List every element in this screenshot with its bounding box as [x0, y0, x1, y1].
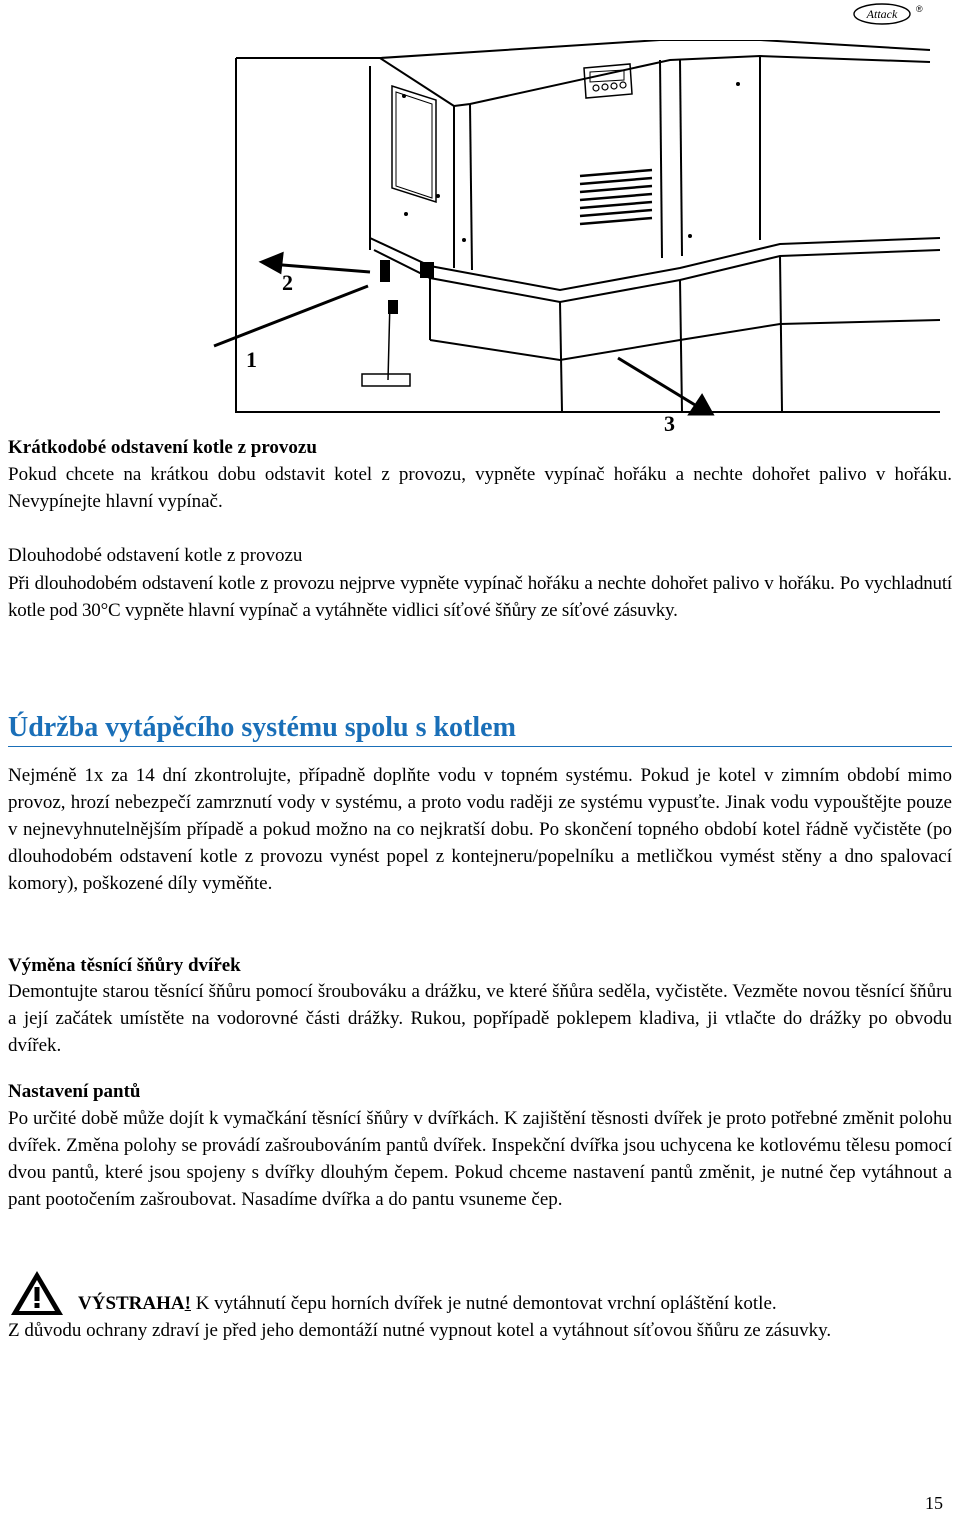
warning-mark: ! [184, 1293, 191, 1314]
seal-text: Demontujte starou těsnící šňůru pomocí šroubováku a drážku, ve které šňůra seděla, vyčistěte. Vezměte novou těsnící šňůru a její začátek umístěte na vodorovné části drážky. Rukou, popřípadě poklepem kladiva, ji vtlačte do drážky po obvodu dvířek. [8, 981, 952, 1056]
maintenance-text: Nejméně 1x za 14 dní zkontrolujte, případně doplňte vodu v topném systému. Pokud je kotel v zimním období mimo provoz, hrozí nebezpečí zamrznutí vody v systému, a proto vodu raději ze systému vypusťte. Jinak vodu vypouštějte pouze v nejnevyhnutelnějším případě a pokud možno na co nejkratší dobu. Po skončení topného období kotel řádně vyčistěte (po dlouhodobém odstavení kotle z provozu vynést popel z kontejneru/popelníku a metličkou vymést stěny a dno spalovací komory), poškozené díly vyměňte. [8, 765, 952, 894]
hinges-title: Nastavení pantů [8, 1081, 141, 1102]
seal-title: Výměna těsnící šňůry dvířek [8, 955, 241, 976]
warning-label: VÝSTRAHA [78, 1293, 185, 1314]
short-stop-text: Pokud chcete na krátkou dobu odstavit kotel z provozu, vypněte vypínač hořáku a nechte dohořet palivo v hořáku. Nevypínejte hlavní vypínač. [8, 464, 952, 512]
maintenance-heading: Údržba vytápěcího systému spolu s kotlem [8, 712, 516, 743]
callout-3: 3 [664, 411, 675, 436]
warning-text-rest: Z důvodu ochrany zdraví je před jeho demontáží nutné vypnout kotel a vytáhnout síťovou šňůru ze zásuvky. [8, 1320, 832, 1341]
callout-1: 1 [246, 347, 257, 372]
heading-rule [8, 746, 952, 747]
boiler-illustration [0, 40, 960, 440]
long-stop-text: Při dlouhodobém odstavení kotle z provozu nejprve vypněte vypínač hořáku a nechte dohořet palivo v hořáku. Po vychladnutí kotle pod 30°C vypněte hlavní vypínač a vytáhněte vidlici síťové šňůry ze síťové zásuvky. [8, 573, 952, 621]
long-stop-title: Dlouhodobé odstavení kotle z provozu [8, 545, 303, 566]
trademark-mark: ® [916, 4, 923, 14]
hinges-text: Po určité době může dojít k vymačkání těsnící šňůry v dvířkách. K zajištění těsnosti dvířek je proto potřebné změnit polohu dvířek. Změna polohy se provádí zašroubováním pantů dvířek. Inspekční dvířka jsou uchycena ke kotlovému tělesu pomocí dvou pantů, které jsou spojeny s dvířky dlouhým čepem. Pokud chceme nastavení pantů změnit, je nutné čep vytáhnout a pant pootočením zašroubovat. Nasadíme dvířka a do pantu vsuneme čep. [8, 1108, 952, 1210]
attack-logo [852, 2, 912, 26]
warning-text-line1: K vytáhnutí čepu horních dvířek je nutné demontovat vrchní opláštění kotle. [190, 1293, 777, 1314]
warning-line-1 [78, 1290, 952, 1317]
logo-text: Attack [866, 7, 898, 21]
warning-triangle-icon [8, 1268, 66, 1318]
page-number: 15 [925, 1493, 943, 1513]
short-stop-title: Krátkodobé odstavení kotle z provozu [8, 437, 317, 458]
callout-2: 2 [282, 270, 293, 295]
